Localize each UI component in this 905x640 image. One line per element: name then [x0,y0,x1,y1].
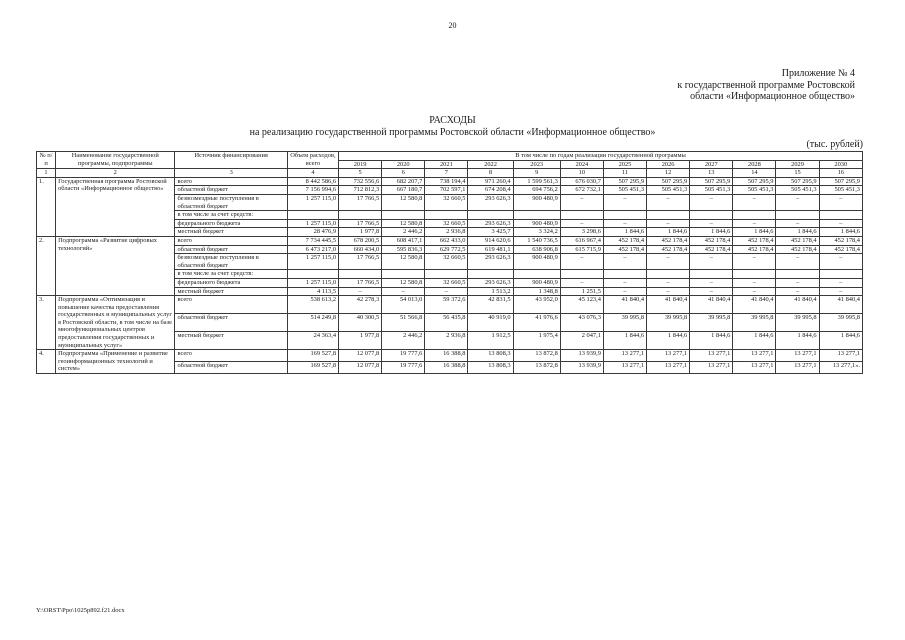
year-value-cell: – [382,287,425,296]
year-value-cell: 452 178,4 [819,236,862,245]
header-year: 2019 [339,160,382,169]
year-value-cell: – [776,254,819,270]
year-value-cell: 2 446,2 [382,228,425,237]
year-value-cell: 1 844,6 [776,228,819,237]
year-value-cell: 900 480,9 [513,254,560,270]
year-value-cell: 12 077,8 [339,350,382,362]
year-value-cell: 3 298,6 [560,228,603,237]
year-value-cell: 608 417,1 [382,236,425,245]
year-value-cell: 1 348,8 [513,287,560,296]
year-value-cell [603,211,646,220]
funding-source: областной бюджет [175,314,287,332]
total-value-cell: 8 442 586,6 [287,177,338,186]
year-value-cell: 452 178,4 [647,245,690,254]
table-row [37,296,863,314]
title-subheading: на реализацию государственной программы Ростовской области «Информационное общество» [249,127,656,138]
year-value-cell: 505 451,3 [819,186,862,195]
year-value-cell [647,270,690,279]
year-value-cell [468,211,513,220]
year-value-cell: – [776,194,819,210]
column-index: 16 [819,169,862,178]
year-value-cell: 619 481,1 [468,245,513,254]
year-value-cell: 17 766,5 [339,254,382,270]
appendix-line: к государственной программе Ростовской [677,79,855,91]
year-value-cell: 507 295,9 [819,177,862,186]
header-year: 2027 [690,160,733,169]
year-value-cell: 41 840,4 [647,296,690,314]
file-path-footer: Y:\ORST\Ppo\1025p892.f21.docx [36,607,125,614]
year-value-cell: – [647,194,690,210]
funding-source: областной бюджет [175,245,287,254]
year-value-cell: 672 732,1 [560,186,603,195]
year-value-cell: 914 620,6 [468,236,513,245]
year-value-cell: 674 208,4 [468,186,513,195]
year-value-cell: 40 300,5 [339,314,382,332]
funding-source: всего [175,177,287,186]
year-value-cell: 1 844,6 [733,332,776,350]
year-value-cell: 17 766,5 [339,278,382,287]
program-name: Подпрограмма «Развитие цифровых технологий» [56,236,175,295]
year-value-cell: 32 660,5 [425,278,468,287]
year-value-cell [339,270,382,279]
year-value-cell: 1 844,6 [603,228,646,237]
year-value-cell: 42 278,3 [339,296,382,314]
year-value-cell: 2 936,8 [425,228,468,237]
column-index: 12 [647,169,690,178]
year-value-cell: 505 451,3 [776,186,819,195]
year-value-cell: 17 766,5 [339,194,382,210]
year-value-cell: 505 451,3 [603,186,646,195]
appendix-line: области «Информационное общество» [690,91,855,102]
year-value-cell: 40 919,0 [468,314,513,332]
year-value-cell: 900 480,9 [513,278,560,287]
funding-source: местный бюджет [175,228,287,237]
year-value-cell: 17 766,5 [339,219,382,228]
funding-source: местный бюджет [175,332,287,350]
year-value-cell: 3 425,7 [468,228,513,237]
year-value-cell: – [690,254,733,270]
total-value-cell: 6 473 217,0 [287,245,338,254]
column-index: 15 [776,169,819,178]
table-row [37,236,863,245]
year-value-cell: – [819,278,862,287]
year-value-cell: 13 277,1 [819,350,862,362]
year-value-cell: 32 660,5 [425,254,468,270]
header-year: 2029 [776,160,819,169]
year-value-cell: 32 660,5 [425,219,468,228]
year-value-cell: – [776,278,819,287]
year-value-cell: – [819,287,862,296]
year-value-cell: 507 295,9 [603,177,646,186]
year-value-cell [690,270,733,279]
year-value-cell: 12 580,8 [382,278,425,287]
year-value-cell: 13 277,1 [690,350,733,362]
year-value-cell: 1 844,6 [819,228,862,237]
total-value-cell: 1 257 115,0 [287,219,338,228]
year-value-cell: 1 540 736,5 [513,236,560,245]
header-year: 2023 [513,160,560,169]
year-value-cell: – [425,287,468,296]
year-value-cell: 694 756,2 [513,186,560,195]
total-value-cell: 1 257 115,0 [287,254,338,270]
year-value-cell: 41 976,6 [513,314,560,332]
year-value-cell [647,211,690,220]
total-value-cell [287,211,338,220]
header-num: № п/п [37,152,56,169]
year-value-cell: 1 977,8 [339,228,382,237]
year-value-cell: 12 580,8 [382,194,425,210]
document-title [0,115,905,139]
year-value-cell: 667 180,7 [382,186,425,195]
year-value-cell: 595 836,3 [382,245,425,254]
total-value-cell: 169 527,8 [287,362,338,374]
year-value-cell: 41 840,4 [819,296,862,314]
year-value-cell: 1 599 561,3 [513,177,560,186]
total-value-cell: 7 734 445,5 [287,236,338,245]
section-number: 2. [37,236,56,295]
year-value-cell: 900 480,9 [513,219,560,228]
year-value-cell: 13 872,8 [513,362,560,374]
year-value-cell: 54 013,0 [382,296,425,314]
year-value-cell: 39 995,8 [690,314,733,332]
page-number: 20 [448,21,457,30]
funding-source: безвозмездные поступления в областной бюджет [175,194,287,210]
year-value-cell: 678 200,5 [339,236,382,245]
table-row [37,177,863,186]
year-value-cell: – [560,219,603,228]
total-value-cell: 4 113,5 [287,287,338,296]
funding-source: всего [175,296,287,314]
year-value-cell: – [733,278,776,287]
year-value-cell: 452 178,4 [603,245,646,254]
funding-source: в том числе за счет средств: [175,270,287,279]
year-value-cell: 45 123,4 [560,296,603,314]
year-value-cell: 738 194,4 [425,177,468,186]
column-index: 10 [560,169,603,178]
year-value-cell: 39 995,8 [776,314,819,332]
year-value-cell [733,270,776,279]
header-name: Наименование государственной программы, подпрограммы [56,152,175,169]
year-value-cell: 1 251,5 [560,287,603,296]
year-value-cell: 507 295,9 [690,177,733,186]
year-value-cell [819,211,862,220]
year-value-cell: 2 936,8 [425,332,468,350]
year-value-cell: 1 844,6 [733,228,776,237]
year-value-cell [776,211,819,220]
year-value-cell: 1 912,5 [468,332,513,350]
year-value-cell: – [690,219,733,228]
total-value-cell: 169 527,8 [287,350,338,362]
year-value-cell: 712 812,3 [339,186,382,195]
column-index: 13 [690,169,733,178]
year-value-cell: 39 995,8 [603,314,646,332]
year-value-cell: – [690,194,733,210]
year-value-cell: 1 977,8 [339,332,382,350]
header-year: 2020 [382,160,425,169]
year-value-cell: 900 480,9 [513,194,560,210]
year-value-cell: 452 178,4 [647,236,690,245]
year-value-cell: 39 995,8 [733,314,776,332]
total-value-cell: 514 249,8 [287,314,338,332]
year-value-cell: 505 451,3 [690,186,733,195]
year-value-cell: 507 295,9 [647,177,690,186]
year-value-cell: 41 840,4 [776,296,819,314]
header-year: 2021 [425,160,468,169]
year-value-cell: 1 844,6 [647,228,690,237]
funding-source: областной бюджет [175,362,287,374]
year-value-cell: 702 597,1 [425,186,468,195]
column-index: 5 [339,169,382,178]
year-value-cell: 1 844,6 [690,228,733,237]
year-value-cell: 13 277,1 [690,362,733,374]
year-value-cell: 13 277,1». [819,362,862,374]
year-value-cell: 452 178,4 [776,245,819,254]
year-value-cell: 42 831,5 [468,296,513,314]
total-value-cell: 1 257 115,0 [287,278,338,287]
year-value-cell: 19 777,6 [382,362,425,374]
year-value-cell [382,211,425,220]
year-value-cell: 39 995,8 [647,314,690,332]
year-value-cell: 13 808,3 [468,362,513,374]
units-label: (тыс. рублей) [806,139,863,150]
year-value-cell: 662 433,0 [425,236,468,245]
column-index: 3 [175,169,287,178]
column-index: 6 [382,169,425,178]
year-value-cell: – [733,219,776,228]
year-value-cell: 971 260,4 [468,177,513,186]
year-value-cell: 13 277,1 [647,350,690,362]
year-value-cell: 16 388,8 [425,350,468,362]
year-value-cell [560,211,603,220]
funding-source: областной бюджет [175,186,287,195]
year-value-cell: 43 076,3 [560,314,603,332]
year-value-cell: – [647,287,690,296]
column-index: 8 [468,169,513,178]
year-value-cell: – [603,254,646,270]
year-value-cell: – [776,219,819,228]
year-value-cell: – [647,219,690,228]
year-value-cell: 452 178,4 [690,236,733,245]
year-value-cell: – [647,254,690,270]
year-value-cell: 3 324,2 [513,228,560,237]
year-value-cell: 51 566,8 [382,314,425,332]
year-value-cell [560,270,603,279]
year-value-cell: 452 178,4 [819,245,862,254]
year-value-cell: 452 178,4 [733,245,776,254]
year-value-cell: – [819,219,862,228]
year-value-cell: 39 995,8 [819,314,862,332]
year-value-cell [603,270,646,279]
year-value-cell: – [560,194,603,210]
header-year: 2022 [468,160,513,169]
header-year: 2026 [647,160,690,169]
year-value-cell: 12 580,8 [382,254,425,270]
year-value-cell: 13 277,1 [776,350,819,362]
total-value-cell: 24 363,4 [287,332,338,350]
year-value-cell [733,211,776,220]
year-value-cell: 615 715,9 [560,245,603,254]
year-value-cell [513,270,560,279]
year-value-cell: 1 513,2 [468,287,513,296]
year-value-cell: 13 277,1 [733,362,776,374]
year-value-cell: – [733,287,776,296]
year-value-cell: 1 975,4 [513,332,560,350]
year-value-cell: – [339,287,382,296]
year-value-cell: 16 388,8 [425,362,468,374]
total-value-cell [287,270,338,279]
year-value-cell: 1 844,6 [776,332,819,350]
column-index: 14 [733,169,776,178]
year-value-cell: – [690,287,733,296]
appendix-line: Приложение № 4 [781,68,855,79]
year-value-cell [513,211,560,220]
year-value-cell: 56 435,8 [425,314,468,332]
program-name: Подпрограмма «Оптимизация и повышение качества предоставления государственных и муниципальных услуг в Ростовской области, в том числе на базе многофункциональных центров предоставления государственных и муниципальных услуг» [56,296,175,350]
year-value-cell: – [733,194,776,210]
year-value-cell: 13 277,1 [733,350,776,362]
year-value-cell [339,211,382,220]
column-index: 11 [603,169,646,178]
year-value-cell: – [603,194,646,210]
year-value-cell: 13 872,8 [513,350,560,362]
year-value-cell: 13 939,9 [560,362,603,374]
year-value-cell: – [647,278,690,287]
year-value-cell: 12 580,8 [382,219,425,228]
year-value-cell [425,270,468,279]
column-index: 9 [513,169,560,178]
year-value-cell: 41 840,4 [603,296,646,314]
year-value-cell: 19 777,6 [382,350,425,362]
funding-source: всего [175,350,287,362]
year-value-cell: 1 844,6 [819,332,862,350]
year-value-cell: 732 556,6 [339,177,382,186]
year-value-cell: – [603,287,646,296]
year-value-cell: 1 844,6 [690,332,733,350]
year-value-cell: – [776,287,819,296]
year-value-cell: – [603,219,646,228]
year-value-cell: 13 277,1 [776,362,819,374]
year-value-cell: 616 967,4 [560,236,603,245]
section-number: 3. [37,296,56,350]
funding-source: безвозмездные поступления в областной бюджет [175,254,287,270]
year-value-cell [819,270,862,279]
year-value-cell: 43 952,0 [513,296,560,314]
funding-source: всего [175,236,287,245]
funding-source: федерального бюджета [175,278,287,287]
expenses-table [36,151,863,374]
column-index: 1 [37,169,56,178]
program-name: Государственная программа Ростовской области «Информационное общество» [56,177,175,236]
year-value-cell: 452 178,4 [603,236,646,245]
year-value-cell: 13 277,1 [647,362,690,374]
total-value-cell: 1 257 115,0 [287,194,338,210]
year-value-cell: 505 451,3 [647,186,690,195]
year-value-cell: 1 844,6 [603,332,646,350]
year-value-cell: 452 178,4 [733,236,776,245]
year-value-cell: 12 077,8 [339,362,382,374]
year-value-cell: 660 434,0 [339,245,382,254]
year-value-cell [468,270,513,279]
header-year: 2024 [560,160,603,169]
year-value-cell: – [560,278,603,287]
year-value-cell [382,270,425,279]
table-row [37,350,863,362]
year-value-cell: – [819,194,862,210]
header-year: 2030 [819,160,862,169]
appendix-note [615,68,855,103]
header-by-years: В том числе по годам реализации государственной программы [339,152,863,161]
year-value-cell: 2 047,1 [560,332,603,350]
total-value-cell: 28 476,9 [287,228,338,237]
year-value-cell: 32 660,5 [425,194,468,210]
year-value-cell: 452 178,4 [776,236,819,245]
year-value-cell: 629 772,5 [425,245,468,254]
year-value-cell: – [819,254,862,270]
year-value-cell: 505 451,3 [733,186,776,195]
funding-source: в том числе за счет средств: [175,211,287,220]
year-value-cell [690,211,733,220]
year-value-cell: 293 626,3 [468,219,513,228]
header-year: 2025 [603,160,646,169]
column-index: 4 [287,169,338,178]
year-value-cell: – [690,278,733,287]
header-source: Источник финансирования [175,152,287,169]
header-year: 2028 [733,160,776,169]
year-value-cell: 59 372,6 [425,296,468,314]
column-index: 2 [56,169,175,178]
year-value-cell: 507 295,9 [776,177,819,186]
year-value-cell: 293 626,3 [468,254,513,270]
funding-source: местный бюджет [175,287,287,296]
header-volume: Объем расходов, всего [287,152,338,169]
year-value-cell: 1 844,6 [647,332,690,350]
funding-source: федерального бюджета [175,219,287,228]
section-number: 4. [37,350,56,374]
year-value-cell: 41 840,4 [733,296,776,314]
year-value-cell: 41 840,4 [690,296,733,314]
year-value-cell: 452 178,4 [690,245,733,254]
column-index: 7 [425,169,468,178]
year-value-cell: 13 808,3 [468,350,513,362]
year-value-cell [425,211,468,220]
year-value-cell: 13 277,1 [603,350,646,362]
year-value-cell: 293 626,3 [468,194,513,210]
year-value-cell: – [733,254,776,270]
column-index-row [37,169,863,178]
year-value-cell: 13 277,1 [603,362,646,374]
year-value-cell: 682 207,7 [382,177,425,186]
year-value-cell: 293 626,3 [468,278,513,287]
total-value-cell: 7 156 994,6 [287,186,338,195]
year-value-cell: 638 906,8 [513,245,560,254]
section-number: 1. [37,177,56,236]
year-value-cell: 676 030,7 [560,177,603,186]
total-value-cell: 538 613,2 [287,296,338,314]
year-value-cell: – [603,278,646,287]
title-heading: РАСХОДЫ [429,115,476,126]
year-value-cell: 507 295,9 [733,177,776,186]
program-name: Подпрограмма «Применение и развитие геоинформационных технологий и систем» [56,350,175,374]
year-value-cell: 13 939,9 [560,350,603,362]
year-value-cell: 2 446,2 [382,332,425,350]
year-value-cell: – [560,254,603,270]
year-value-cell [776,270,819,279]
